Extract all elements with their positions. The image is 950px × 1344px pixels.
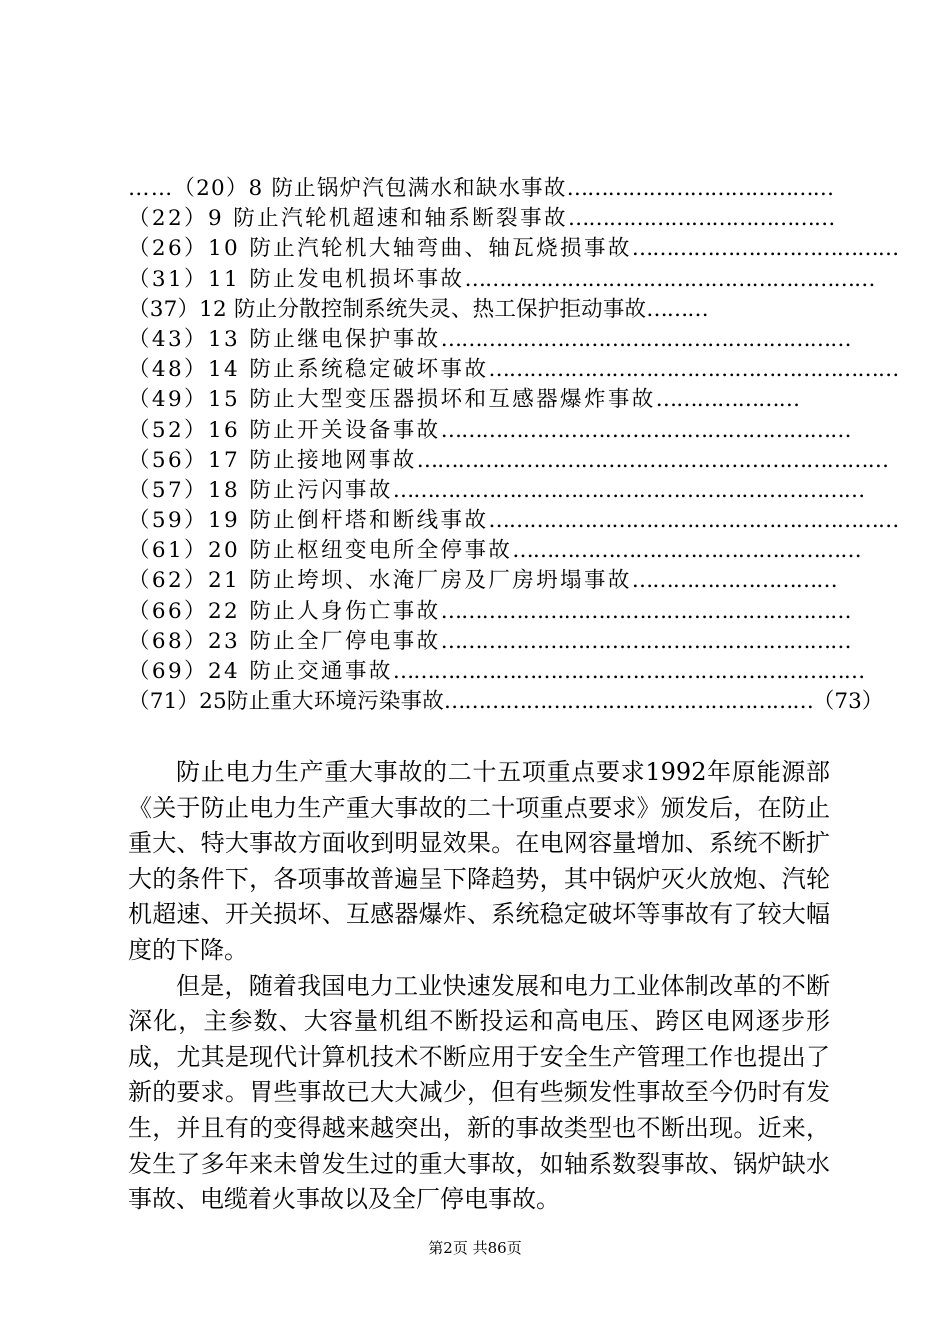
toc-entry [128,416,851,446]
toc-entry [128,566,837,596]
toc-entry-title: （31）11 防止发电机损坏事故 [128,266,465,292]
toc-entry-title: （68）23 防止全厂停电事故 [128,628,441,654]
toc-leader-dots: …………………………………………………… [464,266,875,292]
toc-entry-title: （66）22 防止人身伤亡事故 [128,598,441,624]
toc-leader-dots: ………………………………… [566,176,834,201]
toc-leader-dots: …………………………………………………… [488,357,899,383]
toc-entry [128,295,830,325]
toc-entry [128,476,865,506]
toc-entry-title: （37）12 防止分散控制系统失灵、热工保护拒动事故 [128,296,647,322]
toc-leader-dots: …………………………………………………… [440,326,851,352]
toc-entry [128,597,851,627]
toc-entry [128,446,889,476]
toc-leader-dots: …………………………………………………… [488,508,899,534]
toc-leader-dots: …………………………………………………………… [392,477,865,503]
toc-entry [128,355,899,385]
toc-leader-dots: …………………………………………………… [440,598,851,624]
page-footer: 第2页 共86页 [428,1239,522,1257]
paragraph: 防止电力生产重大事故的二十五项重点要求1992年原能源部《关于防止电力生产重大事故的二十项重点要求》颁发后，在防止重大、特大事故方面收到明显效果。在电网容量增加、系统不断扩大的条件下，各项事故普遍呈下降趋势，其中锅炉灭火放炮、汽轮机超速、开关损坏、互感器爆炸、系统稳定破坏等事故有了较大幅度的下降。 [128,758,830,964]
toc-entry-title: （43）13 防止继电保护事故 [128,326,441,352]
paragraph: 但是，随着我国电力工业快速发展和电力工业体制改革的不断深化，主参数、大容量机组不断投运和高电压、跨区电网逐步形成，尤其是现代计算机技术不断应用于安全生产管理工作也提出了新的要求。胃些事故已大大减少，但有些频发性事故至今仍时有发生，并且有的变得越来越突出，新的事故类型也不断出现。近来，发生了多年来未曾发生过的重大事故，如轴系数裂事故、锅炉缺水事故、电缆着火事故以及全厂停电事故。 [128,971,830,1214]
toc-leader-dots: ……………………………………………… [443,689,813,715]
toc-leader-dots: ……… [646,296,708,322]
toc-entry [128,174,834,204]
toc-entry [128,325,851,355]
toc-entry-title: （49）15 防止大型变压器损坏和互感器爆炸事故 [128,387,656,413]
toc-entry-title: （69）24 防止交通事故 [128,659,393,684]
toc-page-number: （73） [812,689,884,715]
toc-entry-title: ……（20）8 防止锅炉汽包满水和缺水事故 [128,176,567,201]
toc-entry-title: （48）14 防止系统稳定破坏事故 [128,357,489,383]
toc-entry [128,506,899,536]
toc-entry [128,657,865,687]
table-of-contents [128,174,899,717]
toc-leader-dots: …………………………………………… [512,538,861,564]
toc-entry [128,687,884,717]
toc-entry [128,385,830,415]
toc-entry-title: （22）9 防止汽轮机超速和轴系断裂事故 [128,206,568,232]
toc-entry [128,204,835,234]
toc-leader-dots: …………………………………………………… [440,628,851,654]
toc-entry-title: （62）21 防止垮坝、水淹厂房及厂房坍塌事故 [128,568,632,594]
toc-entry-title: （59）19 防止倒杆塔和断线事故 [128,508,489,534]
toc-entry-title: （26）10 防止汽轮机大轴弯曲、轴瓦烧损事故 [128,236,632,262]
toc-leader-dots: ………………… [655,387,800,413]
toc-leader-dots: …………………………………………………………… [392,659,865,684]
toc-entry [128,627,851,657]
toc-entry-title: （56）17 防止接地网事故 [128,447,417,473]
toc-entry [128,536,861,566]
toc-entry-title: （61）20 防止枢纽变电所全停事故 [128,538,513,564]
toc-leader-dots: …………………………………………………………… [416,447,889,473]
toc-entry [128,234,899,264]
toc-leader-dots: ………………………… [631,568,837,594]
toc-leader-dots: …………………………………………………… [440,417,851,443]
body-text [128,755,830,1218]
toc-entry-title: （52）16 防止开关设备事故 [128,417,441,443]
toc-entry [128,265,875,295]
toc-entry-title: （57）18 防止污闪事故 [128,477,393,503]
toc-leader-dots: ………………………………… [567,206,835,232]
toc-leader-dots: ………………………………… [631,236,899,262]
toc-entry-title: （71）25防止重大环境污染事故 [128,689,444,715]
